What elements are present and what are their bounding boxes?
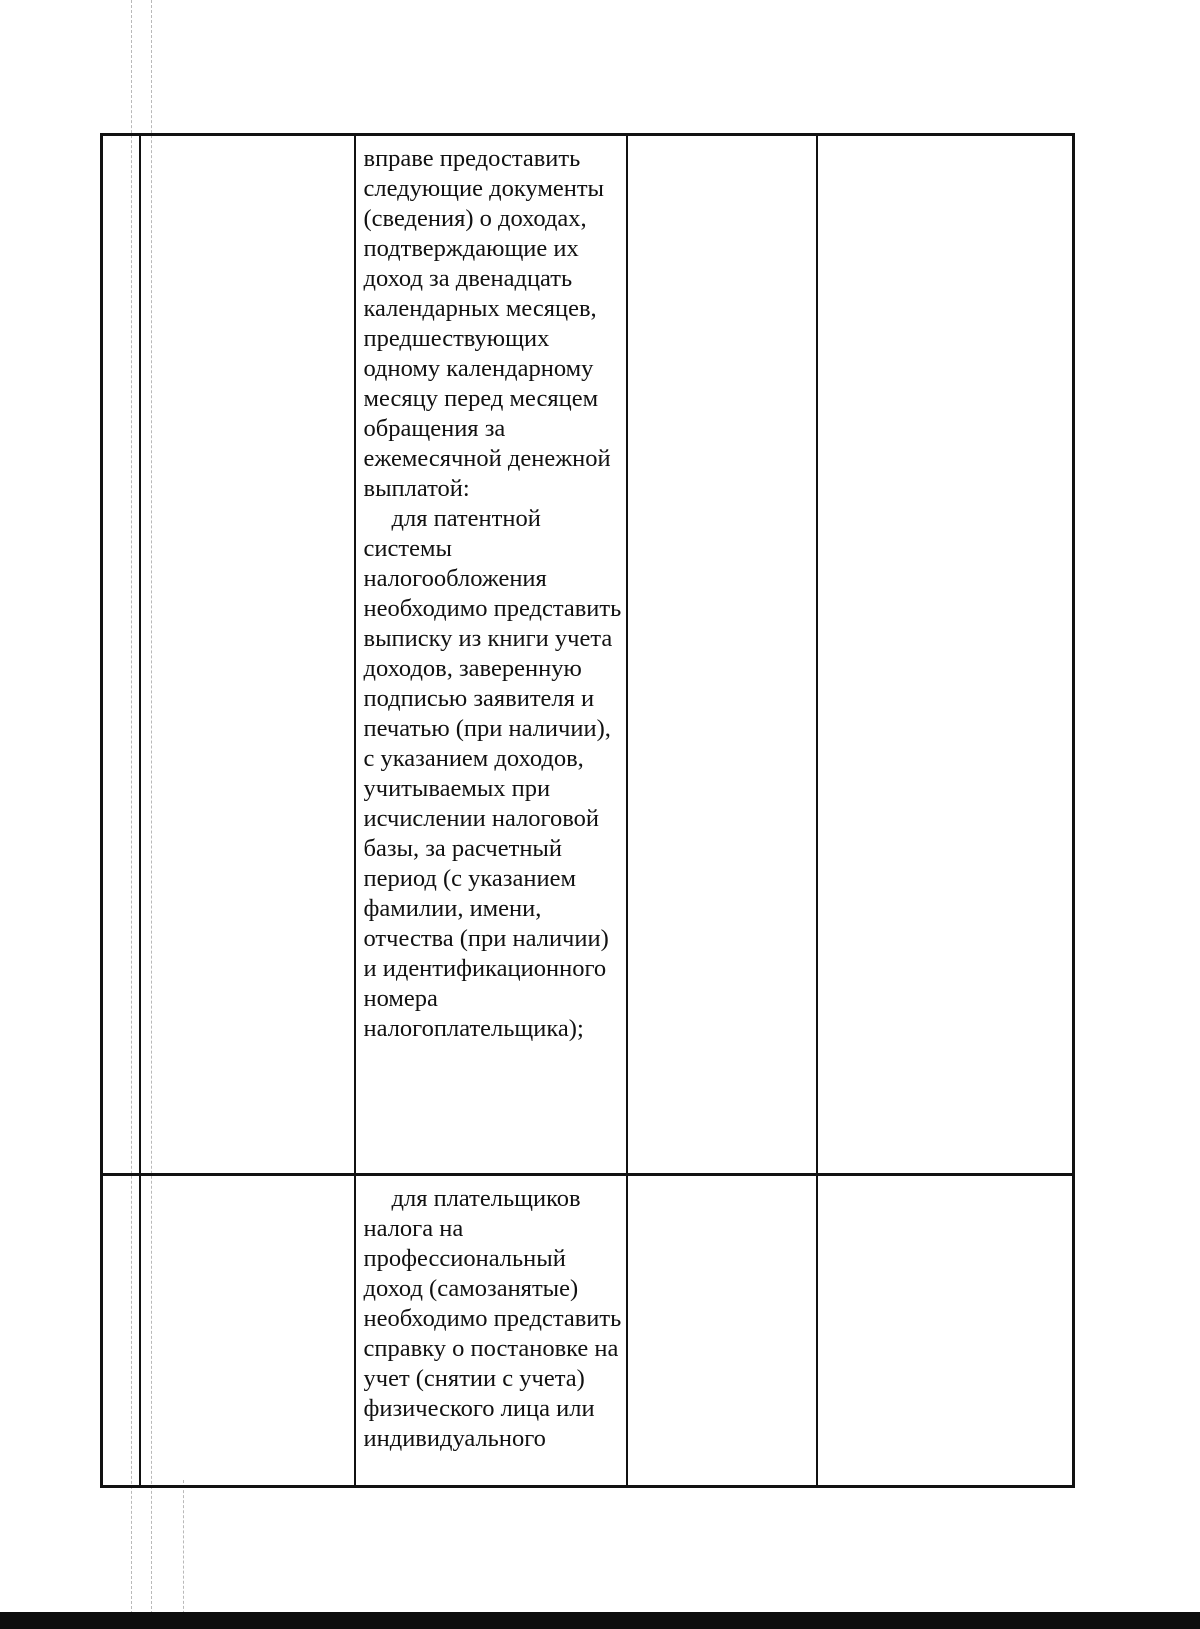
table-cell-empty bbox=[817, 1175, 1074, 1487]
table-cell-empty bbox=[627, 1175, 817, 1487]
table-cell-number bbox=[102, 135, 140, 1175]
table-cell-empty bbox=[817, 135, 1074, 1175]
document-table bbox=[100, 133, 1075, 1488]
documents-paragraph: вправе предоставить следующие документы (сведения) о доходах, подтверждающие их доход за двенадцать календарных месяцев, предшествующих одному календарному месяцу перед месяцем обращения за ежемесячной денежной выплатой: bbox=[363, 145, 611, 502]
scan-bottom-edge bbox=[0, 1612, 1200, 1629]
table-cell-empty bbox=[627, 135, 817, 1175]
table-cell-number bbox=[102, 1175, 140, 1487]
table-cell-documents bbox=[355, 135, 627, 1175]
scan-artifact-line bbox=[183, 1480, 184, 1629]
documents-paragraph: для плательщиков налога на профессиональный доход (самозанятые) необходимо представить справку о постановке на учет (снятии с учета) физического лица или индивидуального bbox=[363, 1185, 622, 1452]
table-row bbox=[102, 1175, 1074, 1487]
table-cell-name bbox=[140, 1175, 355, 1487]
table-cell-documents bbox=[355, 1175, 627, 1487]
table-row bbox=[102, 135, 1074, 1175]
table-cell-name bbox=[140, 135, 355, 1175]
documents-paragraph: для патентной системы налогообложения необходимо представить выписку из книги учета доходов, заверенную подписью заявителя и печатью (при наличии), с указанием доходов, учитываемых при исчислении налоговой базы, за расчетный период (с указанием фамилии, имени, отчества (при наличии) и идентификационного номера налогоплательщика); bbox=[363, 505, 622, 1042]
